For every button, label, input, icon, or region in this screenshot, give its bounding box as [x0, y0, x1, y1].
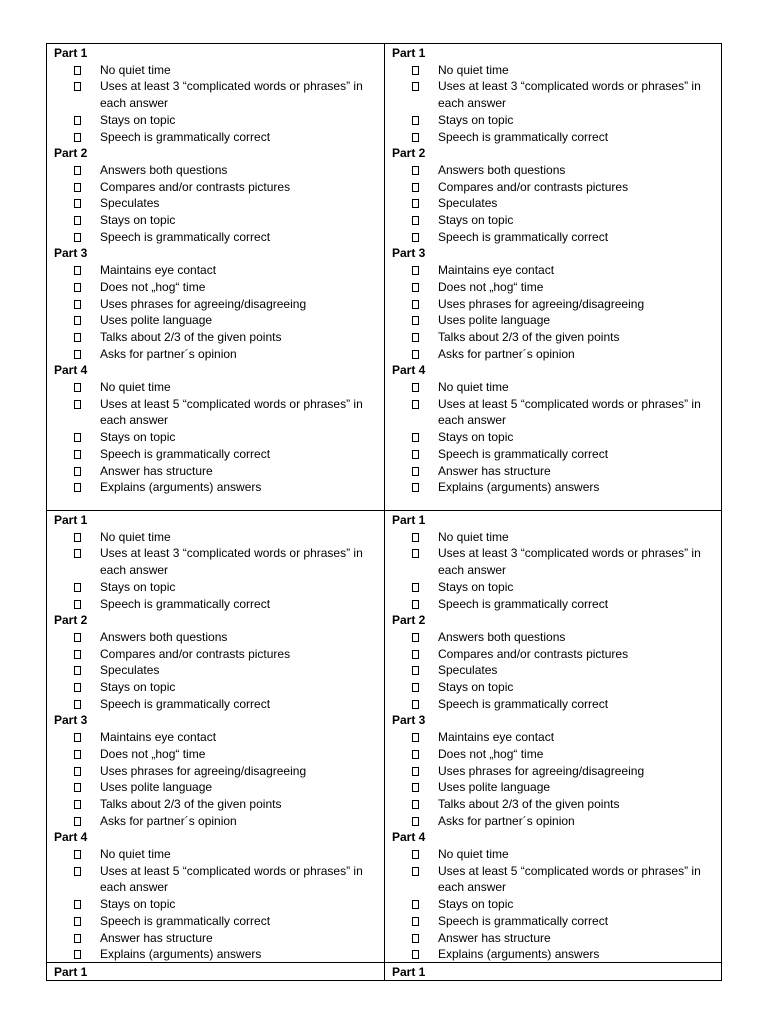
- checklist-item-label: Does not „hog“ time: [100, 279, 206, 294]
- checklist-item: [392, 729, 721, 746]
- checklist-item: [392, 463, 721, 480]
- checkbox[interactable]: [74, 383, 81, 392]
- checklist-item: [54, 629, 384, 646]
- checklist-item-label: Explains (arguments) answers: [438, 947, 600, 962]
- checklist-item: [54, 596, 384, 613]
- checklist-item: [392, 529, 721, 546]
- checklist-item: [392, 62, 721, 79]
- checklist-item: [392, 763, 721, 780]
- checklist-item-label: Maintains eye contact: [100, 730, 217, 745]
- checklist-item: [392, 312, 721, 329]
- checklist-item-label: No quiet time: [100, 529, 171, 544]
- part-label: Part 1: [54, 513, 88, 527]
- checkbox[interactable]: [74, 216, 81, 225]
- checklist-item-label: Uses phrases for agreeing/disagreeing: [100, 296, 307, 311]
- checklist-item-label: Explains (arguments) answers: [100, 480, 262, 495]
- part-label: Part 4: [54, 830, 88, 845]
- checkbox[interactable]: [412, 867, 419, 876]
- checklist-item: [54, 429, 384, 446]
- checklist-item: [54, 796, 384, 813]
- part-label: Part 4: [392, 830, 426, 845]
- checklist-card-partial: [47, 963, 384, 980]
- checklist-item: [54, 162, 384, 179]
- checkbox[interactable]: [412, 533, 419, 542]
- checkbox[interactable]: [74, 82, 81, 91]
- checklist-item-label: Speech is grammatically correct: [100, 596, 271, 611]
- checklist-item: [54, 62, 384, 79]
- checkbox[interactable]: [412, 650, 419, 659]
- checklist-item: [54, 446, 384, 463]
- checklist-item-label: Uses at least 3 “complicated words or phrases” in each answer: [438, 79, 701, 111]
- checklist-item: [54, 296, 384, 313]
- checklist-item: [392, 679, 721, 696]
- checklist-item: [392, 746, 721, 763]
- part-label: Part 1: [392, 513, 426, 527]
- checklist-item: [392, 379, 721, 396]
- checklist-item-label: Stays on topic: [100, 680, 176, 694]
- checklist-item-label: Speech is grammatically correct: [100, 696, 271, 711]
- checklist-item-label: Speech is grammatically correct: [100, 446, 271, 461]
- checkbox[interactable]: [74, 750, 81, 759]
- checklist-item-label: No quiet time: [438, 62, 509, 77]
- checklist-item: [54, 746, 384, 763]
- part-label: Part 1: [54, 965, 88, 979]
- checkbox[interactable]: [74, 700, 81, 709]
- checklist-item: [54, 396, 384, 429]
- checkbox[interactable]: [412, 199, 419, 208]
- checkbox[interactable]: [74, 666, 81, 675]
- checklist-item: [54, 195, 384, 212]
- checklist-item-label: No quiet time: [438, 529, 509, 544]
- checkbox[interactable]: [412, 66, 419, 75]
- checklist-item: [392, 930, 721, 947]
- part-label: Part 4: [54, 363, 88, 378]
- checkbox[interactable]: [412, 233, 419, 242]
- checklist-item-label: Asks for partner´s opinion: [438, 346, 575, 361]
- checklist-item-label: Speech is grammatically correct: [100, 129, 271, 144]
- checklist-item-label: Speech is grammatically correct: [100, 913, 271, 928]
- checkbox[interactable]: [74, 817, 81, 826]
- checklist-item-label: Compares and/or contrasts pictures: [438, 646, 629, 661]
- checklist-item-label: Stays on topic: [100, 430, 176, 445]
- checkbox[interactable]: [412, 333, 419, 342]
- checklist-item: [54, 662, 384, 679]
- part-label: Part 3: [392, 246, 426, 261]
- checklist-card-partial: [384, 963, 721, 980]
- checkbox[interactable]: [74, 350, 81, 359]
- checklist-item-label: Stays on topic: [438, 430, 514, 445]
- checkbox[interactable]: [74, 934, 81, 943]
- checkbox[interactable]: [412, 450, 419, 459]
- checklist-item-label: Speech is grammatically correct: [438, 129, 609, 144]
- checklist-item: [392, 279, 721, 296]
- checklist-item-label: Uses at least 3 “complicated words or phrases” in each answer: [438, 546, 701, 578]
- checkbox[interactable]: [74, 867, 81, 876]
- checklist-item-label: Stays on topic: [438, 579, 514, 594]
- checklist-item: [392, 212, 721, 229]
- checkbox[interactable]: [74, 450, 81, 459]
- checkbox[interactable]: [412, 783, 419, 792]
- checklist-item: [54, 262, 384, 279]
- checklist-item-label: No quiet time: [100, 847, 171, 861]
- checklist-item-label: Answer has structure: [100, 930, 213, 945]
- checkbox[interactable]: [74, 533, 81, 542]
- checklist-item-label: Answers both questions: [438, 162, 566, 177]
- part-label: Part 3: [54, 246, 88, 261]
- checklist-item-label: No quiet time: [438, 847, 509, 861]
- checklist-item-label: Uses at least 5 “complicated words or phrases” in each answer: [438, 863, 701, 895]
- checkbox[interactable]: [74, 233, 81, 242]
- checklist-item-label: Asks for partner´s opinion: [100, 346, 237, 361]
- checklist-item: [54, 346, 384, 363]
- checkbox[interactable]: [412, 917, 419, 926]
- checkbox[interactable]: [412, 700, 419, 709]
- part-label: Part 1: [392, 965, 426, 979]
- checklist-item-label: Answer has structure: [438, 930, 551, 945]
- checklist-item-label: Maintains eye contact: [438, 730, 555, 745]
- checkbox[interactable]: [412, 633, 419, 642]
- checklist-item: [54, 112, 384, 129]
- checklist-item: [392, 579, 721, 596]
- checklist-item: [54, 212, 384, 229]
- checkbox[interactable]: [74, 467, 81, 476]
- checklist-item-label: Compares and/or contrasts pictures: [100, 646, 291, 661]
- checklist-item: [54, 529, 384, 546]
- checkbox[interactable]: [74, 900, 81, 909]
- checklist-item-label: Talks about 2/3 of the given points: [438, 796, 620, 811]
- checklist-item: [392, 779, 721, 796]
- checklist-item-label: No quiet time: [438, 380, 509, 394]
- checklist-item: [54, 930, 384, 947]
- checklist-item: [54, 646, 384, 663]
- checklist-item: [54, 779, 384, 796]
- checkbox[interactable]: [74, 66, 81, 75]
- checklist-item-label: Speech is grammatically correct: [438, 446, 609, 461]
- checkbox[interactable]: [412, 666, 419, 675]
- checklist-item-label: Speech is grammatically correct: [438, 913, 609, 928]
- checklist-card: [47, 44, 384, 510]
- checklist-item-label: Stays on topic: [438, 680, 514, 694]
- part-label: Part 2: [392, 613, 426, 628]
- checkbox[interactable]: [74, 800, 81, 809]
- checklist-item: [392, 162, 721, 179]
- checklist-item-label: Answers both questions: [100, 629, 228, 644]
- checklist-item: [54, 763, 384, 780]
- checklist-item-label: Maintains eye contact: [438, 263, 555, 278]
- checklist-item-label: Uses polite language: [438, 780, 551, 795]
- checklist-card: [47, 511, 384, 962]
- checklist-item: [392, 229, 721, 246]
- checklist-item: [54, 896, 384, 913]
- checklist-item: [392, 429, 721, 446]
- checkbox[interactable]: [74, 733, 81, 742]
- checklist-item: [392, 629, 721, 646]
- checklist-item-label: Uses at least 3 “complicated words or phrases” in each answer: [100, 79, 363, 111]
- checkbox[interactable]: [74, 600, 81, 609]
- checklist-item: [392, 796, 721, 813]
- checkbox[interactable]: [412, 850, 419, 859]
- checkbox[interactable]: [412, 166, 419, 175]
- checklist-item: [392, 863, 721, 896]
- checklist-item-label: Stays on topic: [100, 213, 176, 227]
- checkbox[interactable]: [74, 850, 81, 859]
- checklist-item-label: Uses at least 5 “complicated words or phrases” in each answer: [438, 396, 701, 428]
- checklist-item: [392, 112, 721, 129]
- checklist-item-label: Stays on topic: [438, 112, 514, 127]
- checklist-item-label: Speech is grammatically correct: [438, 596, 609, 611]
- checkbox[interactable]: [412, 316, 419, 325]
- checklist-item-label: Uses phrases for agreeing/disagreeing: [438, 296, 645, 311]
- checkbox[interactable]: [74, 583, 81, 592]
- checkbox[interactable]: [74, 549, 81, 558]
- checklist-item-label: Talks about 2/3 of the given points: [100, 329, 282, 344]
- checkbox[interactable]: [74, 283, 81, 292]
- checklist-item: [392, 596, 721, 613]
- checklist-item-label: No quiet time: [100, 380, 171, 394]
- checklist-item-label: Stays on topic: [438, 897, 514, 912]
- checkbox[interactable]: [412, 467, 419, 476]
- checklist-item-label: No quiet time: [100, 62, 171, 77]
- part-label: Part 4: [392, 363, 426, 378]
- checklist-item-label: Speculates: [438, 663, 498, 678]
- checkbox[interactable]: [412, 400, 419, 409]
- checkbox[interactable]: [74, 633, 81, 642]
- checklist-item: [54, 463, 384, 480]
- checklist-item: [392, 296, 721, 313]
- checkbox[interactable]: [412, 350, 419, 359]
- checkbox[interactable]: [412, 817, 419, 826]
- checkbox[interactable]: [74, 266, 81, 275]
- checklist-item-label: Answer has structure: [100, 463, 213, 478]
- checklist-item-label: Uses at least 3 “complicated words or phrases” in each answer: [100, 546, 363, 578]
- checkbox[interactable]: [412, 683, 419, 692]
- checkbox[interactable]: [412, 383, 419, 392]
- checklist-item-label: Talks about 2/3 of the given points: [438, 329, 620, 344]
- checklist-row-1: [47, 44, 721, 510]
- checklist-item: [54, 913, 384, 930]
- checklist-item: [54, 329, 384, 346]
- checkbox[interactable]: [412, 800, 419, 809]
- checklist-item: [54, 679, 384, 696]
- checklist-item: [54, 729, 384, 746]
- checklist-item: [54, 479, 384, 496]
- checkbox[interactable]: [74, 917, 81, 926]
- checklist-item: [54, 579, 384, 596]
- checklist-item-label: Compares and/or contrasts pictures: [438, 179, 629, 194]
- checklist-item-label: Uses polite language: [438, 313, 551, 328]
- checkbox[interactable]: [74, 116, 81, 125]
- checklist-item: [392, 946, 721, 962]
- checklist-item-label: Speculates: [100, 196, 160, 211]
- checkbox[interactable]: [412, 433, 419, 442]
- checklist-item: [392, 545, 721, 578]
- checklist-item-label: Talks about 2/3 of the given points: [100, 796, 282, 811]
- checkbox[interactable]: [74, 400, 81, 409]
- checkbox[interactable]: [74, 166, 81, 175]
- checklist-item-label: Speech is grammatically correct: [438, 696, 609, 711]
- checkbox[interactable]: [412, 82, 419, 91]
- checklist-item: [392, 646, 721, 663]
- checkbox[interactable]: [412, 283, 419, 292]
- checkbox[interactable]: [412, 767, 419, 776]
- checklist-item: [392, 813, 721, 830]
- part-label: Part 3: [392, 713, 426, 728]
- part-label: Part 2: [54, 613, 88, 628]
- checklist-item-label: Speculates: [100, 663, 160, 678]
- checklist-item: [392, 913, 721, 930]
- checklist-item: [54, 312, 384, 329]
- checkbox[interactable]: [74, 483, 81, 492]
- checkbox[interactable]: [74, 199, 81, 208]
- checklist-item: [392, 262, 721, 279]
- checklist-item-label: Speculates: [438, 196, 498, 211]
- checklist-item-label: Stays on topic: [100, 112, 176, 127]
- checklist-item: [392, 446, 721, 463]
- checklist-item: [54, 179, 384, 196]
- checkbox[interactable]: [412, 900, 419, 909]
- checklist-item: [392, 479, 721, 496]
- checklist-row-2: [47, 510, 721, 962]
- checklist-item-label: Does not „hog“ time: [438, 279, 544, 294]
- checkbox[interactable]: [74, 316, 81, 325]
- checkbox[interactable]: [412, 183, 419, 192]
- checkbox[interactable]: [412, 483, 419, 492]
- checkbox[interactable]: [74, 767, 81, 776]
- checkbox[interactable]: [412, 266, 419, 275]
- checklist-item-label: Does not „hog“ time: [100, 746, 206, 761]
- checklist-item-label: Asks for partner´s opinion: [100, 813, 237, 828]
- checkbox[interactable]: [74, 133, 81, 142]
- checkbox[interactable]: [412, 934, 419, 943]
- checklist-item-label: Does not „hog“ time: [438, 746, 544, 761]
- checklist-item-label: Explains (arguments) answers: [438, 480, 600, 495]
- checkbox[interactable]: [74, 183, 81, 192]
- part-label: Part 1: [54, 46, 88, 60]
- checklist-item-label: Uses polite language: [100, 780, 213, 795]
- checklist-item: [392, 129, 721, 146]
- checklist-item-label: Explains (arguments) answers: [100, 947, 262, 962]
- checklist-item-label: Uses phrases for agreeing/disagreeing: [100, 763, 307, 778]
- checkbox[interactable]: [74, 433, 81, 442]
- checklist-item: [54, 229, 384, 246]
- part-label: Part 3: [54, 713, 88, 728]
- checkbox[interactable]: [412, 133, 419, 142]
- checklist-item: [392, 78, 721, 111]
- part-label: Part 2: [392, 146, 426, 161]
- checklist-row-3: [47, 962, 721, 980]
- checkbox[interactable]: [412, 300, 419, 309]
- checklist-item: [392, 195, 721, 212]
- checkbox[interactable]: [412, 116, 419, 125]
- checklist-item-label: Speech is grammatically correct: [100, 229, 271, 244]
- checklist-item-label: Compares and/or contrasts pictures: [100, 179, 291, 194]
- checklist-card: [384, 44, 721, 510]
- checklist-item: [54, 696, 384, 713]
- checklist-item-label: Uses polite language: [100, 313, 213, 328]
- checklist-item: [54, 129, 384, 146]
- checklist-item: [54, 813, 384, 830]
- checkbox[interactable]: [412, 549, 419, 558]
- checklist-item-label: Uses at least 5 “complicated words or phrases” in each answer: [100, 396, 363, 428]
- checkbox[interactable]: [412, 950, 419, 959]
- checklist-item: [54, 946, 384, 962]
- checklist-item-label: Stays on topic: [100, 897, 176, 912]
- part-label: Part 1: [392, 46, 426, 60]
- checklist-item-label: Maintains eye contact: [100, 263, 217, 278]
- checklist-item: [54, 279, 384, 296]
- checklist-item: [54, 78, 384, 111]
- checklist-item-label: Stays on topic: [100, 579, 176, 594]
- checklist-item: [54, 379, 384, 396]
- checkbox[interactable]: [74, 333, 81, 342]
- checklist-item-label: Answers both questions: [100, 162, 228, 177]
- checklist-item-label: Speech is grammatically correct: [438, 229, 609, 244]
- checklist-item-label: Answers both questions: [438, 629, 566, 644]
- checklist-item: [392, 662, 721, 679]
- checklist-card: [384, 511, 721, 962]
- part-label: Part 2: [54, 146, 88, 161]
- checkbox[interactable]: [412, 733, 419, 742]
- checklist-grid: [46, 43, 722, 981]
- checklist-item-label: Stays on topic: [438, 213, 514, 227]
- checkbox[interactable]: [412, 583, 419, 592]
- checklist-item: [392, 846, 721, 863]
- checkbox[interactable]: [74, 300, 81, 309]
- checkbox[interactable]: [74, 683, 81, 692]
- checklist-item: [392, 396, 721, 429]
- checklist-item-label: Asks for partner´s opinion: [438, 813, 575, 828]
- checklist-item-label: Uses phrases for agreeing/disagreeing: [438, 763, 645, 778]
- checklist-item: [392, 696, 721, 713]
- checkbox[interactable]: [412, 750, 419, 759]
- checkbox[interactable]: [74, 950, 81, 959]
- checklist-item: [392, 179, 721, 196]
- checklist-item: [54, 863, 384, 896]
- checkbox[interactable]: [412, 600, 419, 609]
- checklist-item-label: Uses at least 5 “complicated words or phrases” in each answer: [100, 863, 363, 895]
- checklist-item: [392, 329, 721, 346]
- checkbox[interactable]: [74, 783, 81, 792]
- checklist-item: [392, 896, 721, 913]
- checklist-item: [54, 545, 384, 578]
- checkbox[interactable]: [74, 650, 81, 659]
- checkbox[interactable]: [412, 216, 419, 225]
- checklist-item: [392, 346, 721, 363]
- checklist-item: [54, 846, 384, 863]
- checklist-item-label: Answer has structure: [438, 463, 551, 478]
